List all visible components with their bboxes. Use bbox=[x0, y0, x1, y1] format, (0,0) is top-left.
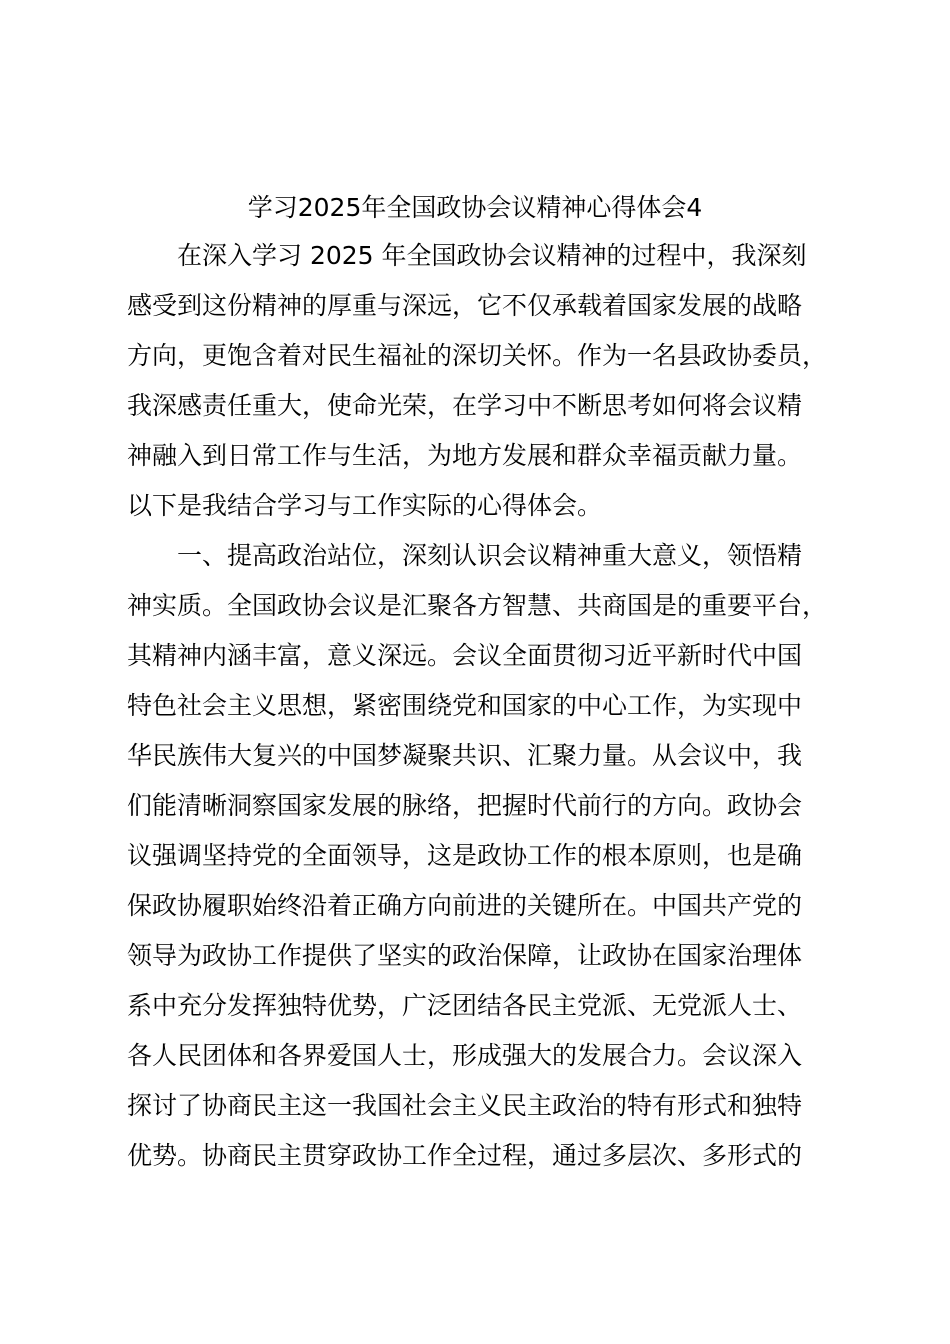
paragraph-line: 其精神内涵丰富，意义深远。会议全面贯彻习近平新时代中国 bbox=[127, 641, 803, 670]
paragraph-line: 在深入学习 2025 年全国政协会议精神的过程中，我深刻 bbox=[177, 241, 807, 270]
paragraph-line: 特色社会主义思想，紧密围绕党和国家的中心工作，为实现中 bbox=[127, 691, 803, 720]
paragraph-line: 华民族伟大复兴的中国梦凝聚共识、汇聚力量。从会议中，我 bbox=[127, 741, 803, 770]
paragraph-line: 各人民团体和各界爱国人士，形成强大的发展合力。会议深入 bbox=[127, 1041, 803, 1070]
paragraph-line: 以下是我结合学习与工作实际的心得体会。 bbox=[127, 491, 603, 520]
paragraph-line: 领导为政协工作提供了坚实的政治保障，让政协在国家治理体 bbox=[127, 941, 803, 970]
paragraph-line: 们能清晰洞察国家发展的脉络，把握时代前行的方向。政协会 bbox=[127, 791, 803, 820]
paragraph-line: 系中充分发挥独特优势，广泛团结各民主党派、无党派人士、 bbox=[127, 991, 803, 1020]
paragraph-line: 神实质。全国政协会议是汇聚各方智慧、共商国是的重要平台， bbox=[127, 591, 828, 620]
paragraph-line: 方向，更饱含着对民生福祉的深切关怀。作为一名县政协委员， bbox=[127, 341, 828, 370]
paragraph-line: 议强调坚持党的全面领导，这是政协工作的根本原则，也是确 bbox=[127, 841, 803, 870]
paragraph-line: 我深感责任重大，使命光荣，在学习中不断思考如何将会议精 bbox=[127, 391, 803, 420]
document-title: 学习2025年全国政协会议精神心得体会4 bbox=[247, 193, 703, 222]
paragraph-line: 一、提高政治站位，深刻认识会议精神重大意义，领悟精 bbox=[177, 541, 803, 570]
paragraph-line: 探讨了协商民主这一我国社会主义民主政治的特有形式和独特 bbox=[127, 1091, 803, 1120]
paragraph-line: 感受到这份精神的厚重与深远，它不仅承载着国家发展的战略 bbox=[127, 291, 803, 320]
paragraph-line: 神融入到日常工作与生活，为地方发展和群众幸福贡献力量。 bbox=[127, 441, 803, 470]
paragraph-line: 优势。协商民主贯穿政协工作全过程，通过多层次、多形式的 bbox=[127, 1141, 803, 1170]
paragraph-line: 保政协履职始终沿着正确方向前进的关键所在。中国共产党的 bbox=[127, 891, 803, 920]
